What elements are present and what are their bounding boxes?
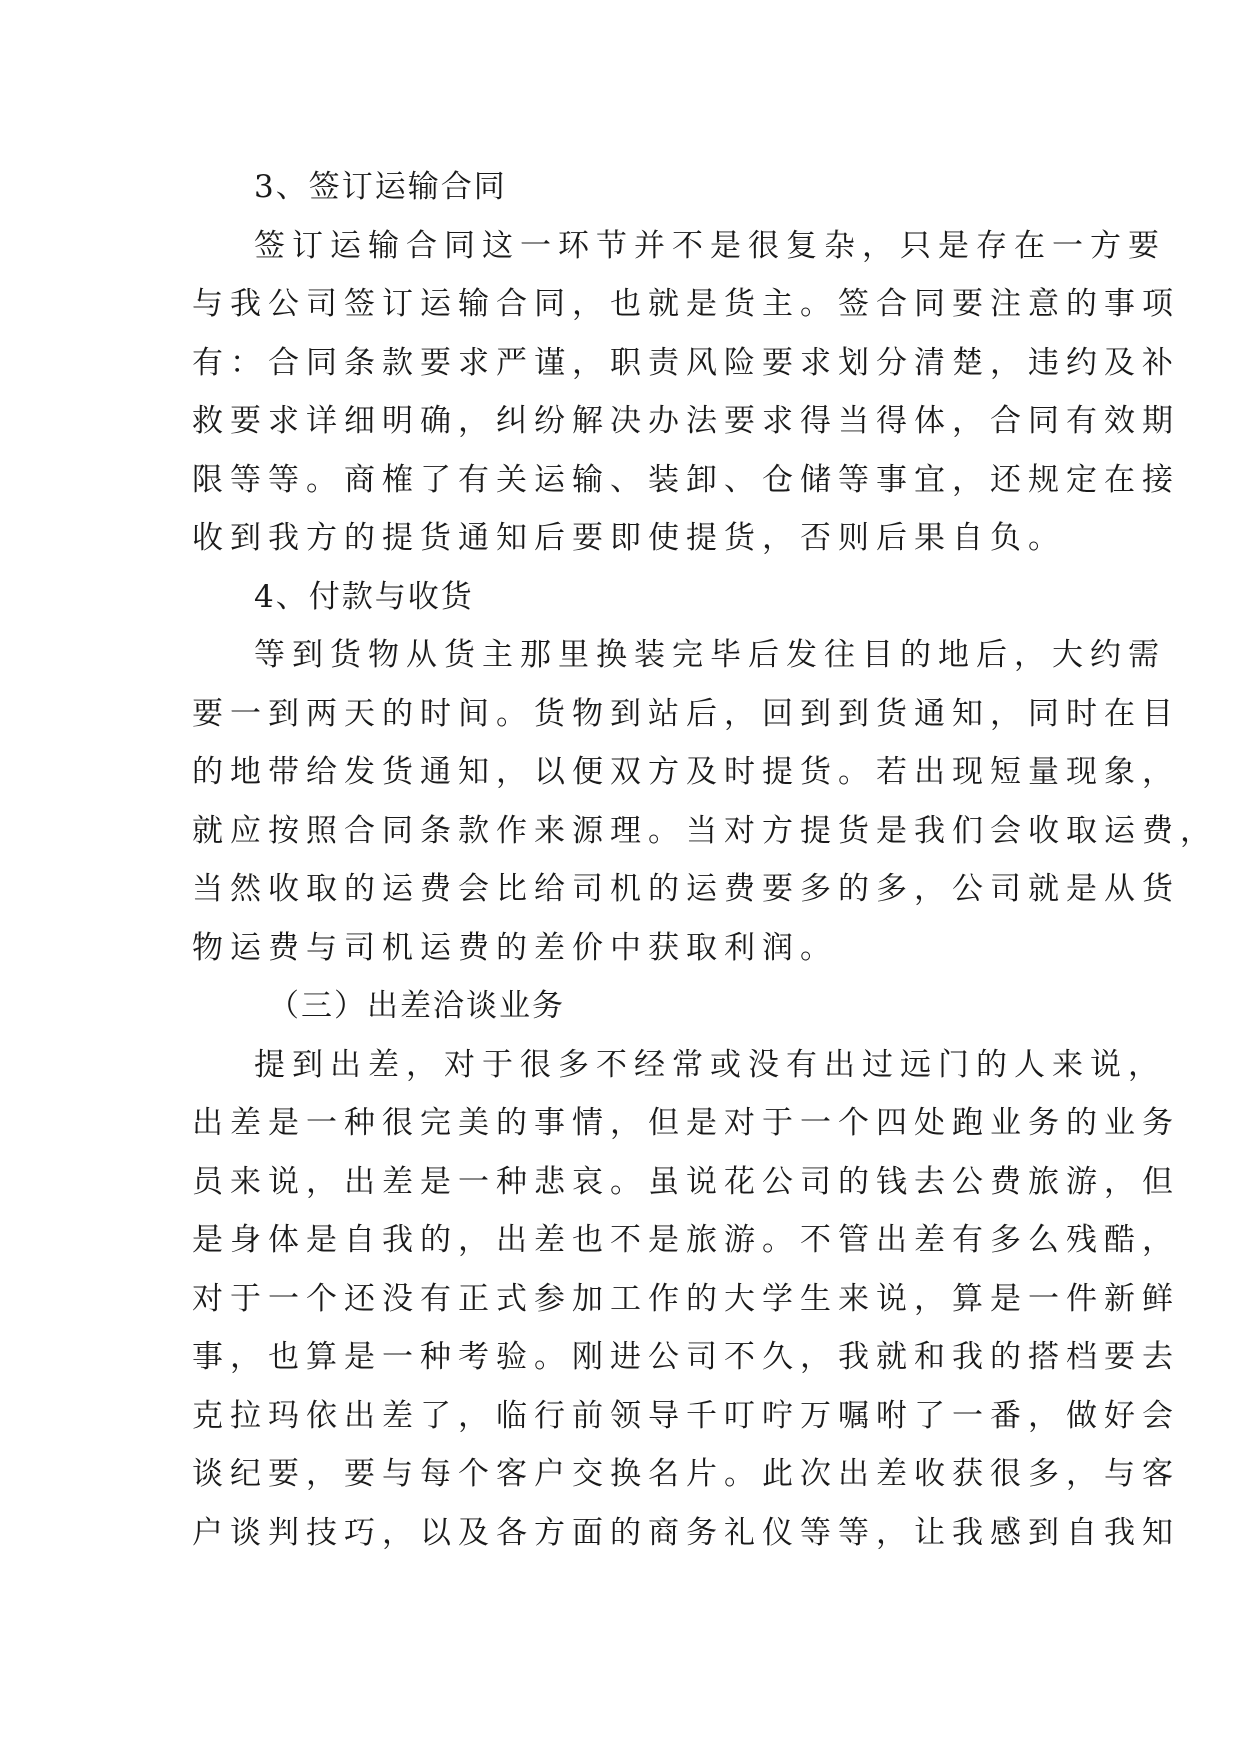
paragraph-line: 的地带给发货通知，以便双方及时提货。若出现短量现象， bbox=[192, 754, 1180, 790]
paragraph-line: 就应按照合同条款作来源理。当对方提货是我们会收取运费， bbox=[192, 812, 1218, 849]
paragraph-line: 是身体是自我的，出差也不是旅游。不管出差有多么残酷， bbox=[192, 1222, 1180, 1258]
paragraph-line: 事，也算是一种考验。刚进公司不久，我就和我的搭档要去 bbox=[192, 1339, 1180, 1375]
paragraph-line: 当然收取的运费会比给司机的运费要多的多，公司就是从货 bbox=[192, 871, 1180, 907]
paragraph-line: 员来说，出差是一种悲哀。虽说花公司的钱去公费旅游，但 bbox=[192, 1163, 1180, 1200]
paragraph-line: 限等等。商榷了有关运输、装卸、仓储等事宜，还规定在接 bbox=[192, 461, 1180, 498]
paragraph-line: 签订运输合同这一环节并不是很复杂，只是存在一方要 bbox=[254, 227, 1166, 264]
paragraph-line: 提到出差，对于很多不经常或没有出过远门的人来说， bbox=[254, 1046, 1166, 1083]
paragraph-line: 谈纪要，要与每个客户交换名片。此次出差收获很多，与客 bbox=[192, 1456, 1180, 1492]
paragraph-line: 救要求详细明确，纠纷解决办法要求得当得体，合同有效期 bbox=[192, 403, 1180, 439]
paragraph-line: 与我公司签订运输合同，也就是货主。签合同要注意的事项 bbox=[192, 286, 1180, 322]
paragraph-line: 物运费与司机运费的差价中获取利润。 bbox=[192, 929, 838, 966]
document-body bbox=[192, 158, 1218, 1562]
paragraph-line: 克拉玛依出差了，临行前领导千叮咛万嘱咐了一番，做好会 bbox=[192, 1397, 1180, 1434]
section-heading-3-chinese: （三）出差洽谈业务 bbox=[268, 988, 565, 1024]
section-heading-3: 3、签订运输合同 bbox=[254, 169, 507, 205]
paragraph-line: 等到货物从货主那里换装完毕后发往目的地后，大约需 bbox=[254, 637, 1166, 673]
paragraph-line: 对于一个还没有正式参加工作的大学生来说，算是一件新鲜 bbox=[192, 1280, 1180, 1317]
section-heading-4: 4、付款与收货 bbox=[254, 578, 474, 615]
paragraph-line: 出差是一种很完美的事情，但是对于一个四处跑业务的业务 bbox=[192, 1105, 1180, 1141]
paragraph-line: 收到我方的提货通知后要即使提货，否则后果自负。 bbox=[192, 520, 1066, 556]
paragraph-line: 户谈判技巧，以及各方面的商务礼仪等等，让我感到自我知 bbox=[192, 1514, 1180, 1551]
paragraph-line: 有：合同条款要求严谨，职责风险要求划分清楚，违约及补 bbox=[192, 344, 1180, 381]
paragraph-line: 要一到两天的时间。货物到站后，回到到货通知，同时在目 bbox=[192, 695, 1180, 732]
